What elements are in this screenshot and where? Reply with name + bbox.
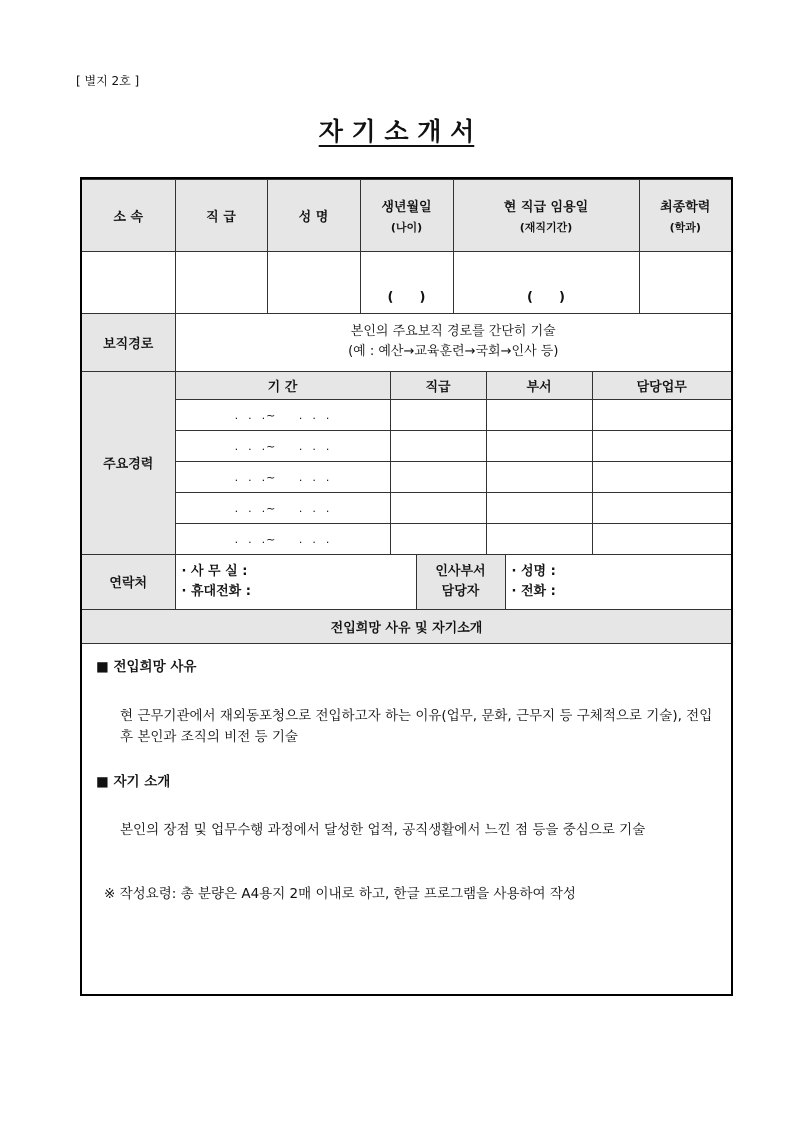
intro-body[interactable] <box>82 644 731 994</box>
header-period: 기 간 <box>175 372 390 400</box>
career-path-field[interactable]: 본인의 주요보직 경로를 간단히 기술 (예 : 예산→교육훈련→국회→인사 등) <box>175 314 731 371</box>
career-path-table <box>82 314 731 372</box>
department-field[interactable] <box>486 493 592 524</box>
hr-contact-field[interactable]: · 성명 : · 전화 : <box>505 555 731 609</box>
department-field[interactable] <box>486 462 592 493</box>
career-rank-field[interactable] <box>390 493 486 524</box>
name-field[interactable] <box>267 252 360 314</box>
reason-text: 현 근무기관에서 재외동포청으로 전입하고자 하는 이유(업무, 문화, 근무지 등 구체적으로 기술), 전입 후 본인과 조직의 비전 등 기술 <box>120 708 713 745</box>
career-table <box>82 372 731 556</box>
period-field[interactable]: . . .~ . . . <box>175 431 390 462</box>
self-intro-form <box>80 177 733 996</box>
career-label: 주요경력 <box>82 372 175 555</box>
career-rank-field[interactable] <box>390 462 486 493</box>
contact-field[interactable]: · 사 무 실 : · 휴대전화 : <box>175 555 416 609</box>
duty-field[interactable] <box>592 524 731 555</box>
header-department: 부서 <box>486 372 592 400</box>
section-title-table <box>82 610 731 645</box>
basic-info-table <box>82 179 731 314</box>
writing-guide-note: ※ 작성요령: 총 분량은 A4용지 2매 이내로 하고, 한글 프로그램을 사용하여 작성 <box>104 886 576 902</box>
birthdate-field[interactable]: ( ) <box>360 252 453 314</box>
department-field[interactable] <box>486 400 592 431</box>
duty-field[interactable] <box>592 400 731 431</box>
header-affiliation: 소 속 <box>82 180 175 252</box>
career-path-label: 보직경로 <box>82 314 175 371</box>
duty-field[interactable] <box>592 462 731 493</box>
header-education: 최종학력 (학과) <box>639 180 731 252</box>
career-rank-field[interactable] <box>390 524 486 555</box>
duty-field[interactable] <box>592 431 731 462</box>
period-field[interactable]: . . .~ . . . <box>175 493 390 524</box>
hr-contact-label: 인사부서 담당자 <box>416 555 505 609</box>
header-name: 성 명 <box>267 180 360 252</box>
reason-heading: ■ 전입희망 사유 <box>96 659 197 675</box>
department-field[interactable] <box>486 524 592 555</box>
header-career-rank: 직급 <box>390 372 486 400</box>
rank-field[interactable] <box>175 252 267 314</box>
period-field[interactable]: . . .~ . . . <box>175 400 390 431</box>
career-rank-field[interactable] <box>390 400 486 431</box>
form-number: [ 별지 2호 ] <box>76 74 140 88</box>
period-field[interactable]: . . .~ . . . <box>175 462 390 493</box>
contact-table <box>82 555 731 610</box>
career-rank-field[interactable] <box>390 431 486 462</box>
department-field[interactable] <box>486 431 592 462</box>
duty-field[interactable] <box>592 493 731 524</box>
affiliation-field[interactable] <box>82 252 175 314</box>
header-rank: 직 급 <box>175 180 267 252</box>
intro-text: 본인의 장점 및 업무수행 과정에서 달성한 업적, 공직생활에서 느낀 점 등을 중심으로 기술 <box>120 822 646 838</box>
contact-label: 연락처 <box>82 555 175 609</box>
education-field[interactable] <box>639 252 731 314</box>
page-title: 자 기 소 개 서 <box>318 117 475 146</box>
intro-heading: ■ 자기 소개 <box>96 774 171 790</box>
header-appointment-date: 현 직급 임용일 (재직기간) <box>453 180 639 252</box>
header-duty: 담당업무 <box>592 372 731 400</box>
header-birthdate: 생년월일 (나이) <box>360 180 453 252</box>
period-field[interactable]: . . .~ . . . <box>175 524 390 555</box>
appointment-field[interactable]: ( ) <box>453 252 639 314</box>
section-title: 전입희망 사유 및 자기소개 <box>82 610 731 644</box>
